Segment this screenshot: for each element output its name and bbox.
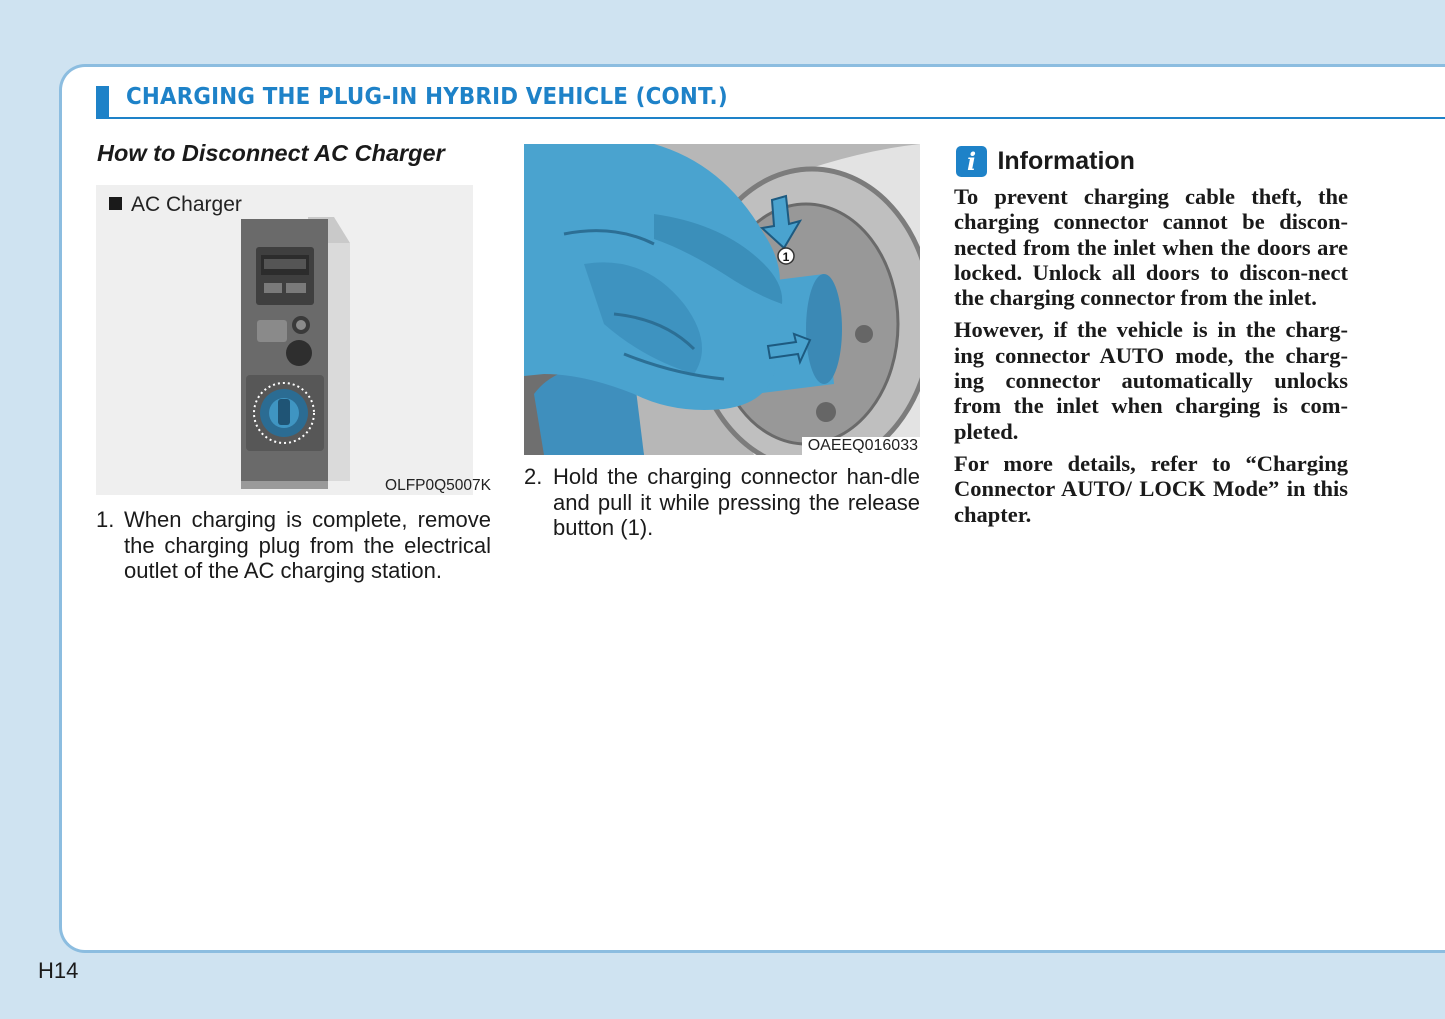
figure-code: OAEEQ016033 [802, 437, 920, 455]
information-title: Information [997, 147, 1135, 175]
information-paragraph: For more details, refer to “Charging Connector AUTO/ LOCK Mode” in this chapter. [954, 450, 1348, 527]
page-number: H14 [38, 958, 79, 983]
step-1 [96, 507, 491, 584]
step-number: 1. [96, 507, 115, 532]
step-text: Hold the charging connector han-dle and pull it while pressing the release button (1). [553, 464, 920, 540]
step-number: 2. [524, 464, 543, 489]
section-header [96, 84, 1445, 119]
header-accent-bar [96, 86, 109, 117]
figure-caption-text: AC Charger [131, 193, 242, 216]
information-paragraph: However, if the vehicle is in the charg-ing connector AUTO mode, the charg-ing connector automatically unlocks from the inlet when charging is com-pleted. [954, 317, 1348, 444]
ac-charger-illustration [96, 185, 491, 495]
step-text: When charging is complete, remove the charging plug from the electrical outlet of the AC charging station. [124, 507, 491, 583]
step-2 [524, 464, 920, 541]
connector-release-illustration [524, 144, 920, 455]
ac-charger-figure [96, 185, 491, 495]
connector-release-figure [524, 144, 920, 455]
information-icon: i [956, 146, 987, 177]
figure-caption [109, 193, 242, 217]
figure-code: OLFP0Q5007K [385, 477, 491, 494]
information-paragraph: To prevent charging cable theft, the charging connector cannot be discon-nected from the inlet when the doors are locked. Unlock all doors to discon-nect the charging connector from the inlet. [954, 184, 1348, 311]
information-body [954, 184, 1348, 534]
information-header [956, 146, 1135, 177]
section-subheading: How to Disconnect AC Charger [97, 140, 445, 166]
callout-number: 1 [782, 250, 790, 264]
square-bullet-icon [109, 197, 122, 210]
page-title: CHARGING THE PLUG-IN HYBRID VEHICLE (CONT.) [126, 84, 728, 110]
